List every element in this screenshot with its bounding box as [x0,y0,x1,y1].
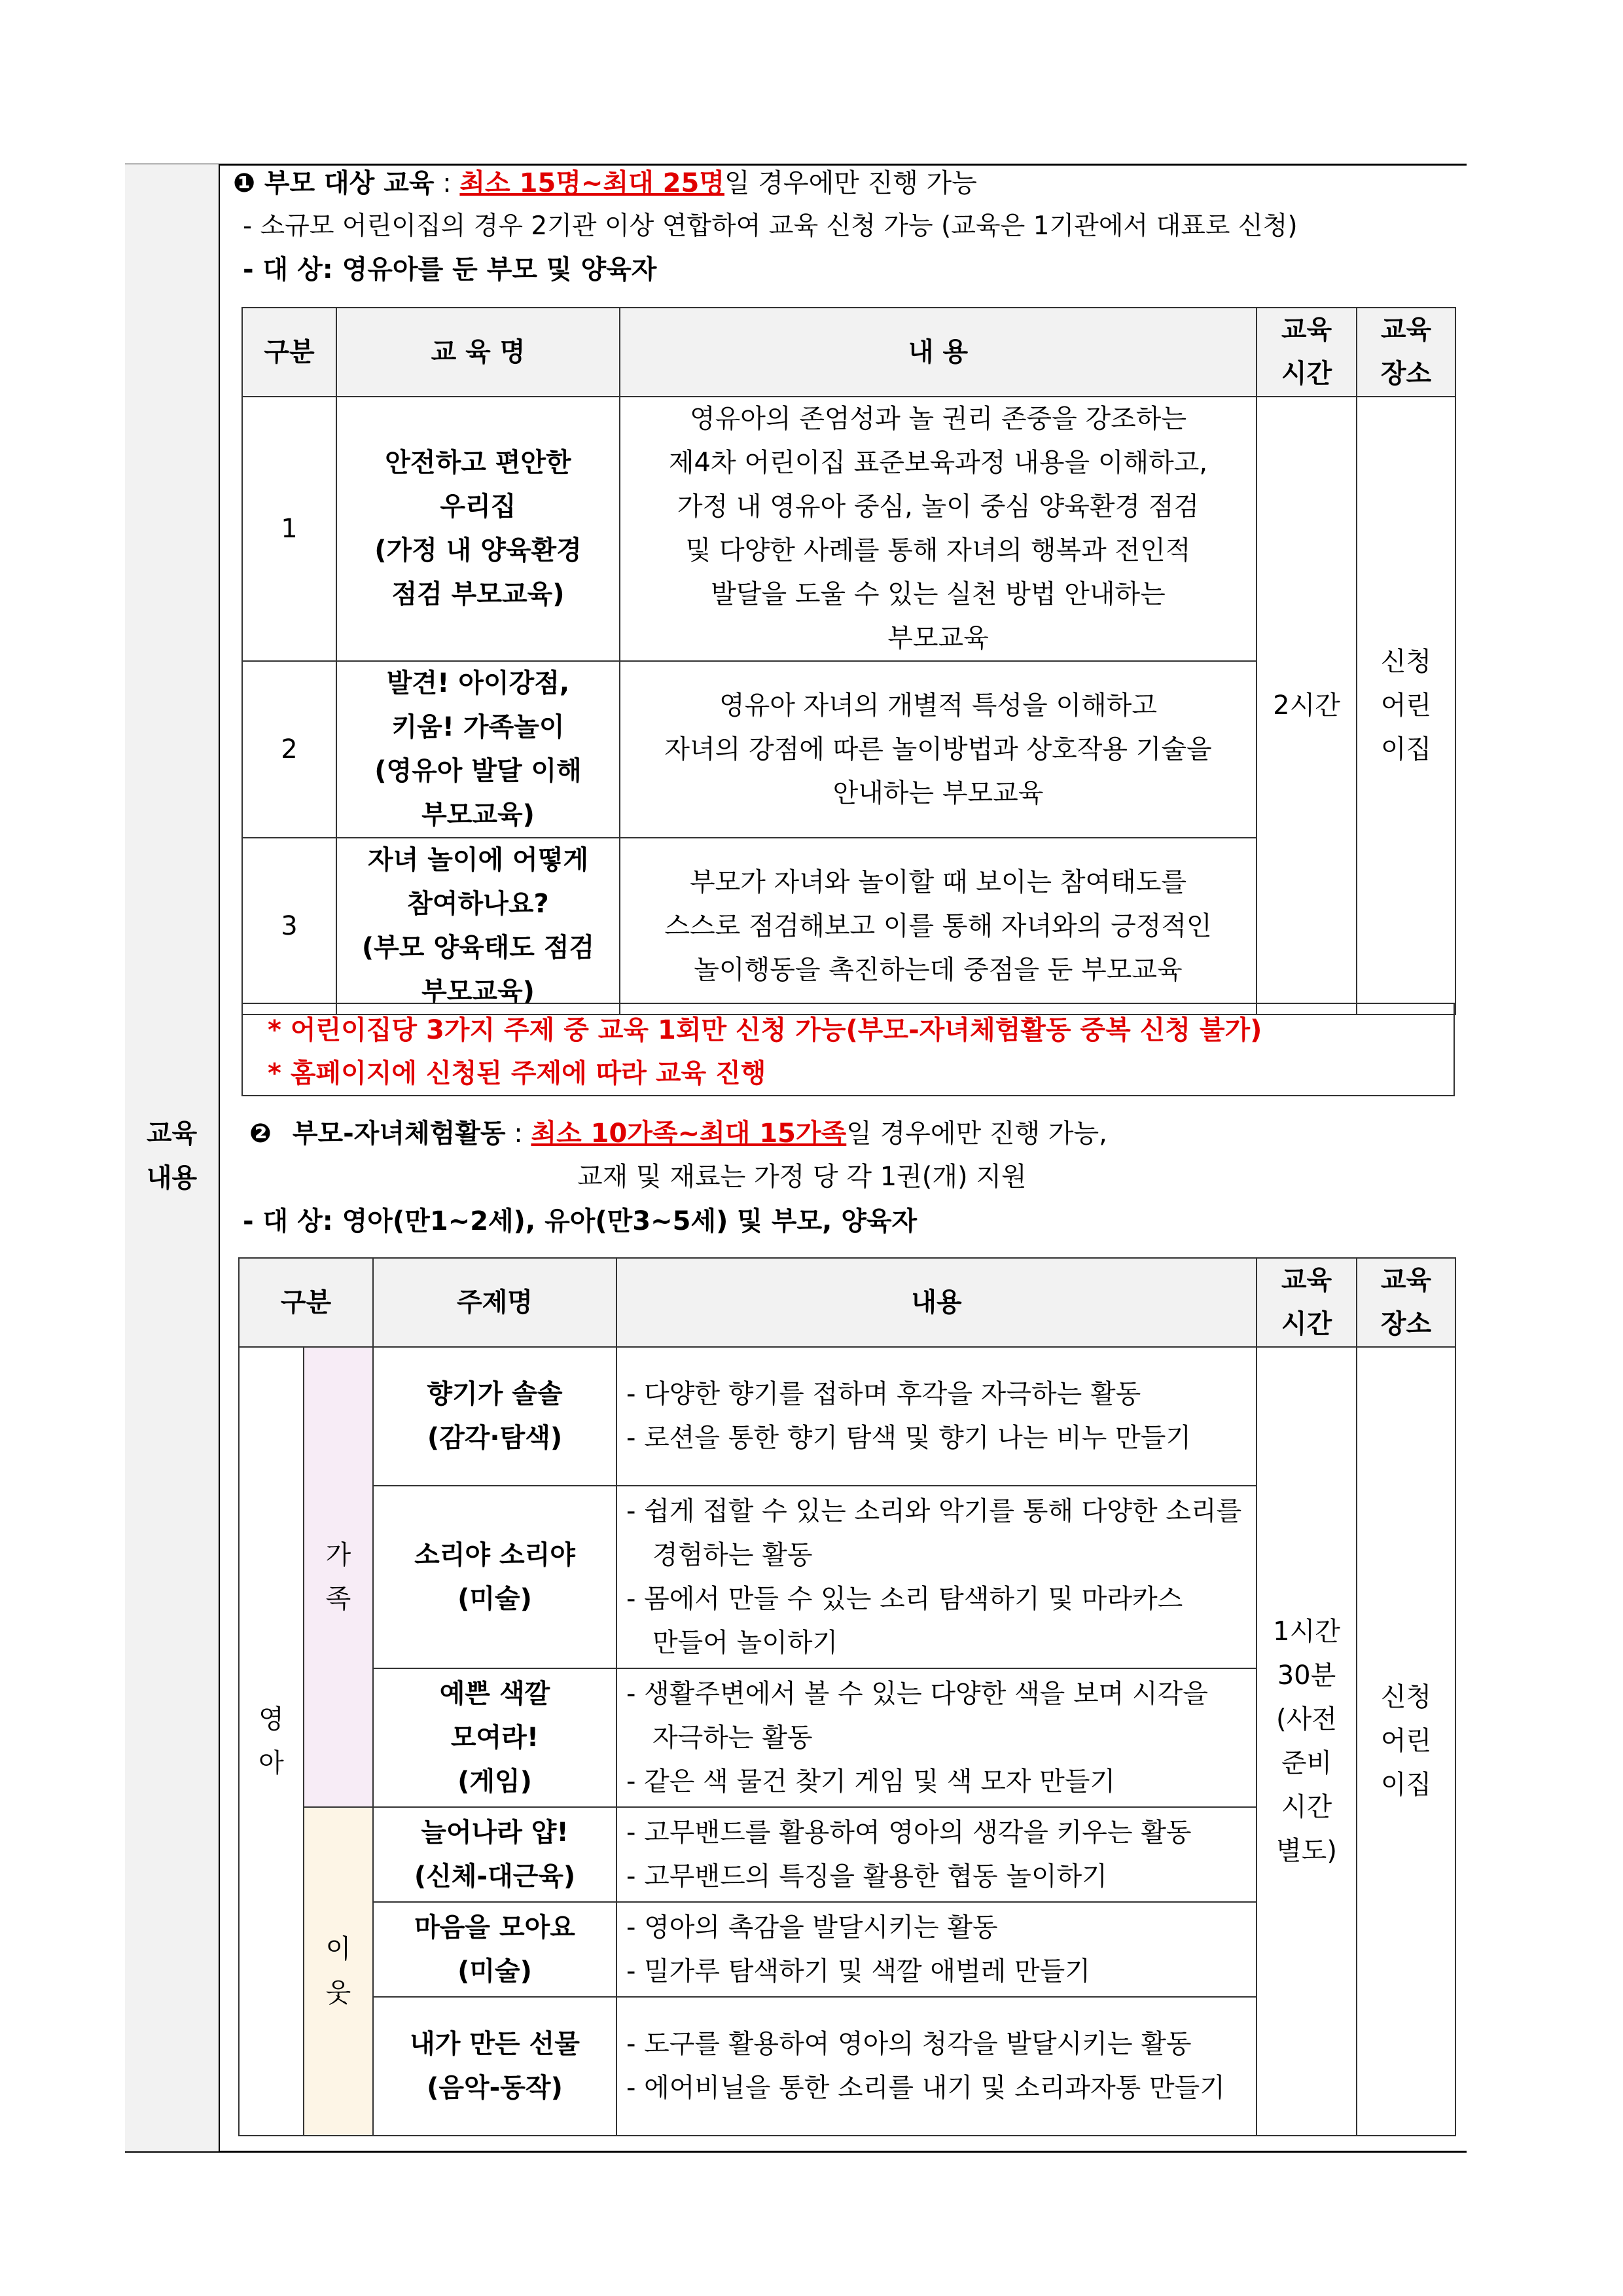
group-family: 가 족 [304,1347,373,1807]
education-name: 발견! 아이강점, 키움! 가족놀이 (영유아 발달 이해 부모교육) [336,661,620,838]
section1-condition: 최소 15명~최대 25명 [459,168,724,198]
topic-content: - 영아의 촉감을 발달시키는 활동 - 밀가루 탐색하기 및 색깔 애벌레 만들기 [616,1902,1257,1997]
education-content: 영유아의 존엄성과 놀 권리 존중을 강조하는 제4차 어린이집 표준보육과정 내용을 이해하고, 가정 내 영유아 중심, 놀이 중심 양육환경 점검 및 다양한 사례를 통해 자녀의 행복과 전인적 발달을 도울 수 있는 실천 방법 안내하는 부모교육 [620,397,1257,661]
section1-condition-suffix: 일 경우에만 진행 가능 [724,168,977,198]
header-topic-name: 주제명 [373,1258,616,1347]
section1-note-2: * 홈페이지에 신청된 주제에 따라 교육 진행 [268,1058,766,1088]
topic-content: - 다양한 향기를 접하며 후각을 자극하는 활동 - 로션을 통한 향기 탐색 및 향기 나는 비누 만들기 [616,1347,1257,1486]
topic-name: 향기가 솔솔 (감각·탐색) [373,1347,616,1486]
side-label [125,1111,219,1200]
section2-target: - 대 상: 영아(만1~2세), 유아(만3~5세) 및 부모, 양육자 [243,1206,918,1236]
side-divider [219,164,220,2151]
topic-content: - 생활주변에서 볼 수 있는 다양한 색을 보며 시각을 자극하는 활동 - 같은 색 물건 찾기 게임 및 색 모자 만들기 [616,1668,1257,1807]
header-content: 내용 [616,1258,1257,1347]
header-education-place: 교육 장소 [1357,308,1455,397]
table-row [242,397,1455,661]
header-category: 구분 [239,1258,373,1347]
education-name: 자녀 놀이에 어떻게 참여하나요? (부모 양육태도 점검 부모교육) [336,838,620,1014]
section1-title: 부모 대상 교육 [264,168,435,198]
section2-marker: ❷ [249,1119,272,1149]
education-time: 2시간 [1257,397,1357,1014]
row-number: 3 [242,838,336,1014]
topic-content: - 도구를 활용하여 영아의 청각을 발달시키는 활동 - 에어비닐을 통한 소리를 내기 및 소리과자통 만들기 [616,1997,1257,2136]
header-education-time: 교육 시간 [1257,308,1357,397]
bottom-rule [125,2151,1467,2153]
section2-colon: : [505,1119,531,1149]
section1-small-daycare-note: - 소규모 어린이집의 경우 2기관 이상 연합하여 교육 신청 가능 (교육은 1기관에서 대표로 신청) [243,211,1298,241]
parent-child-activity-table [238,1257,1456,2136]
group-neighbor: 이 웃 [304,1807,373,2136]
section1-heading [233,165,977,202]
header-category: 구분 [242,308,336,397]
side-label-line-2: 내용 [146,1163,198,1193]
topic-name: 마음을 모아요 (미술) [373,1902,616,1997]
education-content: 영유아 자녀의 개별적 특성을 이해하고 자녀의 강점에 따른 놀이방법과 상호작용 기술을 안내하는 부모교육 [620,661,1257,838]
education-content: 부모가 자녀와 놀이할 때 보이는 참여태도를 스스로 점검해보고 이를 통해 자녀와의 긍정적인 놀이행동을 촉진하는데 중점을 둔 부모교육 [620,838,1257,1014]
table-row [239,1347,1455,1486]
parent-education-table [241,307,1456,1015]
header-education-name: 교 육 명 [336,308,620,397]
section1-marker: ❶ [233,168,255,198]
side-label-line-1: 교육 [146,1119,198,1149]
education-name: 안전하고 편안한 우리집 (가정 내 양육환경 점검 부모교육) [336,397,620,661]
row-number: 2 [242,661,336,838]
topic-name: 예쁜 색깔 모여라! (게임) [373,1668,616,1807]
section1-notes-box [241,1003,1455,1096]
topic-content: - 고무밴드를 활용하여 영아의 생각을 키우는 활동 - 고무밴드의 특징을 활용한 협동 놀이하기 [616,1807,1257,1902]
section1-target: - 대 상: 영유아를 둔 부모 및 양육자 [243,255,657,285]
section2-materials-note: 교재 및 재료는 가정 당 각 1권(개) 지원 [577,1162,1027,1192]
header-education-time: 교육 시간 [1257,1258,1357,1347]
education-place: 신청 어린 이집 [1357,397,1455,1014]
activity-place: 신청 어린 이집 [1357,1347,1455,2136]
section2-title: 부모-자녀체험활동 [292,1119,506,1149]
topic-name: 늘어나라 얍! (신체-대근육) [373,1807,616,1902]
section2-condition: 최소 10가족~최대 15가족 [531,1119,847,1149]
section1-note-1: * 어린이집당 3가지 주제 중 교육 1회만 신청 가능(부모-자녀체험활동 중복 신청 불가) [268,1015,1262,1045]
age-group-infant: 영 아 [239,1347,304,2136]
topic-name: 소리야 소리야 (미술) [373,1486,616,1668]
header-education-place: 교육 장소 [1357,1258,1455,1347]
section2-condition-suffix: 일 경우에만 진행 가능, [846,1119,1107,1149]
section2-heading [249,1115,1107,1152]
section1-colon: : [434,168,460,198]
topic-name: 내가 만든 선물 (음악-동작) [373,1997,616,2136]
header-content: 내 용 [620,308,1257,397]
row-number: 1 [242,397,336,661]
activity-time: 1시간 30분 (사전 준비 시간 별도) [1257,1347,1357,2136]
topic-content: - 쉽게 접할 수 있는 소리와 악기를 통해 다양한 소리를 경험하는 활동 - 몸에서 만들 수 있는 소리 탐색하기 및 마라카스 만들어 놀이하기 [616,1486,1257,1668]
